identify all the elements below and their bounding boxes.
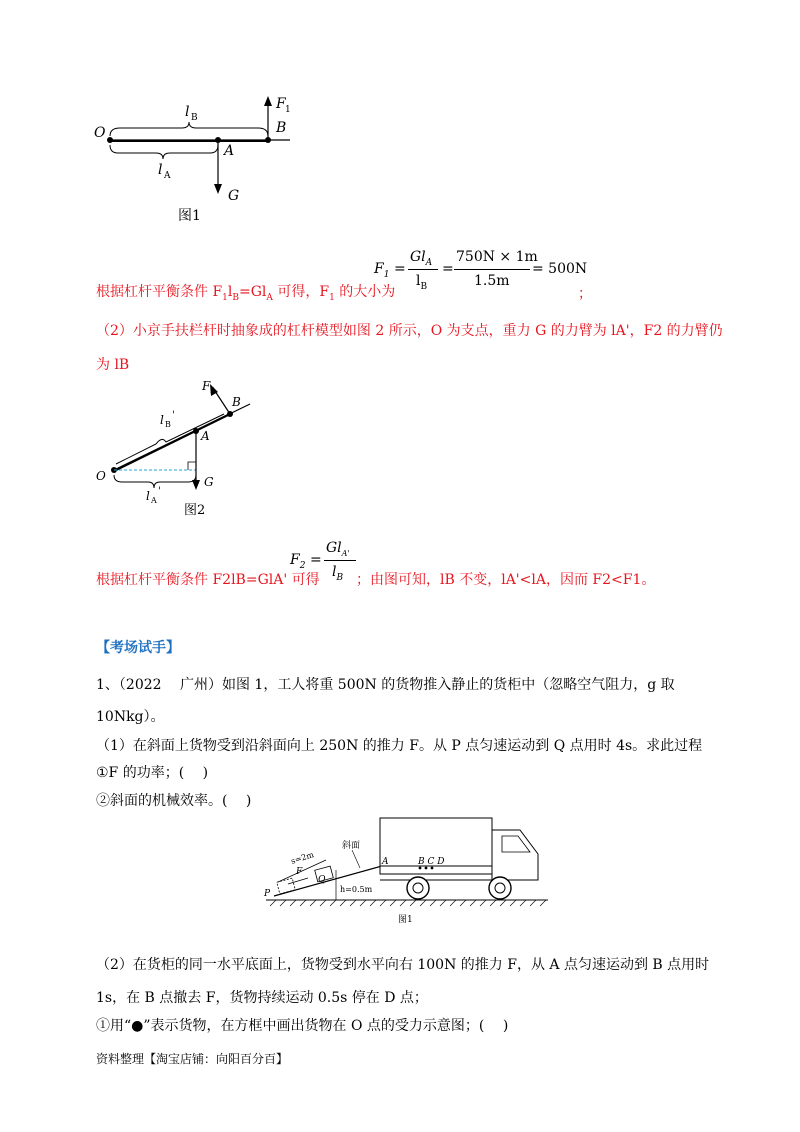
label-BCD: B C D [418, 857, 445, 867]
label-lB-sub: B [191, 113, 198, 123]
fig2-caption: 图2 [184, 503, 206, 518]
truck-wheel-front [489, 877, 511, 899]
label-F2-sub: 2 [210, 386, 216, 395]
point-D [431, 867, 434, 870]
label-lA: l [146, 489, 150, 503]
label-A: A [382, 857, 389, 867]
point-O [107, 137, 113, 143]
truck-wheel-rear [407, 877, 429, 899]
label-lB: l [185, 104, 190, 120]
label-F2: F [202, 379, 211, 393]
brace-lA [114, 475, 196, 488]
label-O: O [94, 125, 106, 141]
q1-part1a: ①F 的功率；( ) [96, 765, 209, 781]
figure-truck-incline [256, 808, 556, 928]
force-G-arrowhead [192, 480, 200, 490]
fig1-caption: 图1 [178, 208, 201, 224]
label-lA-sub: A [164, 171, 171, 181]
ground-hatching [270, 900, 546, 906]
label-lA-sub: A [151, 496, 157, 505]
part2-line1: （2）小京手扶栏杆时抽象成的杠杆模型如图 2 所示，O 为支点，重力 G 的力臂为 lA'，F2 的力臂仍 [96, 323, 723, 339]
fig3-caption: 图1 [398, 915, 413, 925]
label-P: P [264, 889, 271, 899]
label-F1: F [276, 96, 286, 112]
q1-part2-line3: ①用“●”表示货物，在方框中画出货物在 O 点的受力示意图；( ) [96, 1018, 509, 1034]
label-B: B [232, 395, 241, 409]
cargo-box-start [277, 878, 296, 894]
slope-pointer [352, 850, 360, 868]
label-lA-prime: ' [158, 486, 161, 497]
q1-part2-line1: （2）在货柜的同一水平底面上，货物受到水平向右 100N 的推力 F，从 A 点匀速运动到 B 点用时 [96, 957, 710, 973]
point-B [419, 867, 422, 870]
point-C [425, 867, 428, 870]
solution-text-1: 根据杠杆平衡条件 $F_1l_B=Gl_A$ 可得，$F_1$ 的大小为 [96, 284, 396, 303]
label-Q: Q [318, 875, 326, 885]
q1-part2-line2: 1s，在 B 点撤去 F，货物持续运动 0.5s 停在 D 点； [96, 990, 428, 1006]
label-O: O [96, 469, 106, 483]
label-lB-prime: ' [172, 410, 175, 421]
formula-1: $F_1$ = $Gl_A$ $l_B$ = 750N × 1m 1.5m = 500N [374, 249, 588, 292]
q1-line2: 10Nkg）。 [96, 709, 165, 725]
label-B: B [276, 120, 287, 136]
label-A: A [224, 143, 235, 159]
section-title: 【考场试手】 [96, 640, 180, 656]
solution-text-2b: ；由图可知，lB 不变，lA'<lA，因而 F2<F1。 [356, 572, 656, 588]
label-F1-sub: 1 [285, 105, 291, 115]
label-G: G [204, 475, 214, 489]
label-s: s=2m [289, 850, 315, 866]
label-h: h=0.5m [340, 885, 373, 894]
lever-incline-bar [114, 414, 230, 471]
q1-line1: 1、（2022 广州）如图 1，工人将重 500N 的货物推入静止的货柜中（忽略空气阻力，g 取 [96, 677, 675, 693]
force-F1-arrowhead [264, 96, 272, 106]
solution-text-2a: 根据杠杆平衡条件 F2lB=GlA' 可得 [96, 572, 320, 588]
brace-lB [110, 122, 268, 136]
label-F: F [296, 867, 303, 877]
label-lB-sub: B [165, 420, 171, 429]
footer-text: 资料整理【淘宝店铺：向阳百分百】 [96, 1052, 289, 1066]
force-F-arrow [288, 878, 308, 884]
label-slope: 斜面 [342, 841, 361, 851]
q1-part1b: ②斜面的机械效率。( ) [96, 793, 252, 809]
brace-lA [110, 145, 218, 159]
part2-line2: 为 lB [96, 357, 130, 373]
label-A: A [201, 429, 210, 443]
right-angle-mark [188, 462, 196, 470]
q1-part1: （1）在斜面上货物受到沿斜面向上 250N 的推力 F。从 P 点匀速运动到 Q 点用时 4s。求此过程 [96, 738, 703, 754]
figure-1-lever-diagram [90, 90, 310, 230]
label-lB: l [160, 413, 164, 427]
solution-text-1-end: ； [578, 286, 592, 302]
figure-2-lever-diagram [92, 378, 262, 518]
label-G: G [228, 188, 240, 204]
label-lA: l [158, 162, 163, 178]
formula-2: $F_2$ = $Gl_{A'}$ $l_B$ [290, 538, 360, 586]
force-G-arrowhead [214, 184, 222, 194]
